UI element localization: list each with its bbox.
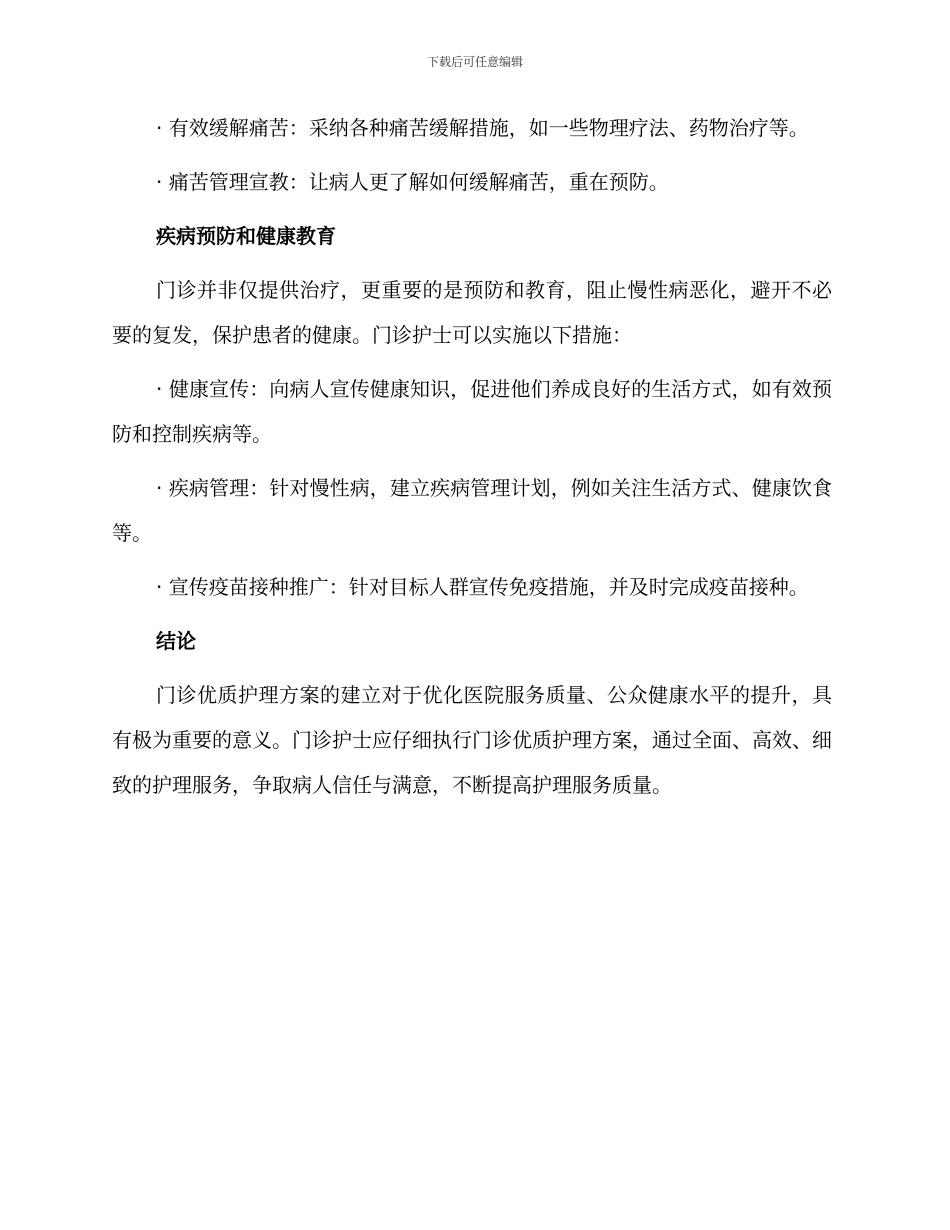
bullet-pain-education: · 痛苦管理宣教：让病人更了解如何缓解痛苦，重在预防。	[156, 170, 669, 194]
bullet-pain-relief: · 有效缓解痛苦：采纳各种痛苦缓解措施，如一些物理疗法、药物治疗等。	[156, 116, 809, 140]
prevention-intro-paragraph: 门诊并非仅提供治疗，更重要的是预防和教育，阻止慢性病恶化，避开不必要的复发，保护患者的健康。门诊护士可以实施以下措施：	[112, 278, 832, 347]
bullet-health-promotion: · 健康宣传：向病人宣传健康知识，促进他们养成良好的生活方式，如有效预防和控制疾病等。	[112, 377, 832, 446]
bullet-disease-management: · 疾病管理：针对慢性病，建立疾病管理计划，例如关注生活方式、健康饮食等。	[112, 476, 832, 545]
document-body	[112, 106, 832, 817]
header-note: 下载后可任意编辑	[426, 55, 523, 69]
section-heading-conclusion: 结论	[156, 629, 196, 653]
bullet-vaccination: · 宣传疫苗接种推广：针对目标人群宣传免疫措施，并及时完成疫苗接种。	[156, 575, 809, 599]
conclusion-paragraph: 门诊优质护理方案的建立对于优化医院服务质量、公众健康水平的提升，具有极为重要的意义。门诊护士应仔细执行门诊优质护理方案，通过全面、高效、细致的护理服务，争取病人信任与满意，不断提高护理服务质量。	[112, 683, 832, 797]
section-heading-prevention: 疾病预防和健康教育	[156, 224, 336, 248]
